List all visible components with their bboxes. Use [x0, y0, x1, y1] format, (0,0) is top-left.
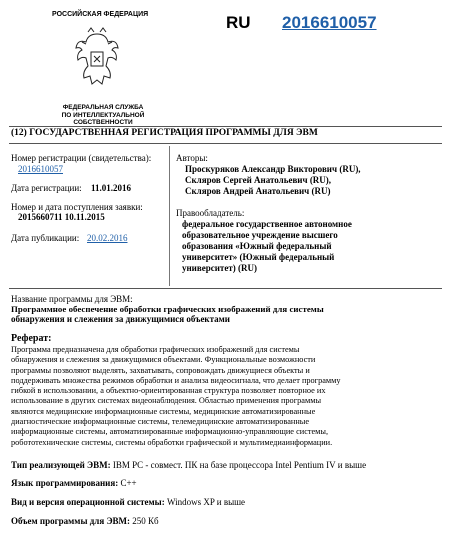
divider [9, 143, 442, 144]
abstract-line: гибкой в использовании, а объектно-ориентированная структура позволяет повторное их [11, 386, 326, 396]
holder-line-2: образовательное учреждение высшего [182, 230, 338, 240]
abstract-label: Реферат: [11, 333, 52, 344]
abstract-line: поддерживать множества режимов обработки и анализа видеосигнала, что делает программу [11, 375, 341, 385]
spec-language [11, 478, 137, 488]
program-name-label: Название программы для ЭВМ: [11, 294, 133, 304]
abstract-line: обнаружения и слежения за движущимися объектами. Функциональные возможности [11, 355, 316, 365]
abstract-body [11, 345, 441, 448]
abstract-line: Программа предназначена для обработки графических изображений для системы [11, 345, 300, 354]
abstract-line: диагностические информационные системы, телемедицинские автоматизированные [11, 417, 310, 427]
abstract-line: программы позволяют выделять, захватывать, сопровождать движущиеся объекты и [11, 365, 310, 375]
reg-date-value: 11.01.2016 [91, 183, 132, 193]
coat-of-arms-icon [74, 26, 120, 90]
application-label: Номер и дата поступления заявки: [11, 202, 143, 212]
abstract-line: являются медицинские информационные системы, медицинские автоматизированные [11, 406, 316, 416]
holder-line-1: федеральное государственное автономное [182, 219, 352, 229]
spec-os [11, 497, 245, 507]
divider [9, 288, 442, 289]
spec-value: 250 Кб [132, 516, 159, 526]
program-name-line-1: Программное обеспечение обработки графических изображений для системы [11, 304, 324, 314]
holder-label: Правообладатель: [176, 208, 245, 218]
holder-line-3: образования «Южный федеральный [182, 241, 332, 251]
publication-date-link[interactable]: 20.02.2016 [87, 233, 128, 243]
authors-label: Авторы: [176, 153, 208, 163]
reg-number-link[interactable]: 2016610057 [18, 164, 63, 174]
agency-line-1: ФЕДЕРАЛЬНАЯ СЛУЖБА [62, 104, 144, 111]
spec-label: Язык программирования: [11, 478, 119, 488]
author-2: Скляров Сергей Анатольевич (RU), [185, 175, 332, 185]
holder-line-4: университет» (Южный федеральный [182, 252, 335, 262]
publication-label: Дата публикации: [11, 233, 80, 243]
country-code: RU [226, 13, 251, 32]
spec-computer-type [11, 460, 366, 470]
application-value: 2015660711 10.11.2015 [18, 212, 105, 222]
abstract-line: робототехнические системы, системы обработки графической и мультимедиаинформации. [11, 437, 333, 447]
author-1: Проскуряков Александр Викторович (RU), [185, 164, 361, 174]
document-title: (12) ГОСУДАРСТВЕННАЯ РЕГИСТРАЦИЯ ПРОГРАММЫ ДЛЯ ЭВМ [11, 128, 318, 138]
agency-line-2: ПО ИНТЕЛЛЕКТУАЛЬНОЙ СОБСТВЕННОСТИ [61, 112, 145, 126]
reg-date-label: Дата регистрации: [11, 183, 82, 193]
spec-label: Объем программы для ЭВМ: [11, 516, 131, 526]
spec-size [11, 516, 159, 526]
holder-line-5: университет) (RU) [182, 263, 257, 273]
abstract-line: информационные системы, автоматизированные информационно-управляющие системы, [11, 427, 329, 437]
spec-value: IBM PC - совмест. ПК на базе процессора Intel Pentium IV и выше [112, 460, 367, 470]
reg-number-label: Номер регистрации (свидетельства): [11, 153, 152, 163]
program-name-line-2: обнаружения и слежения за движущимися объектами [11, 314, 230, 324]
header-reg-number[interactable]: 2016610057 [282, 13, 377, 32]
spec-value: Windows XP и выше [166, 497, 246, 507]
country-name: РОССИЙСКАЯ ФЕДЕРАЦИЯ [52, 11, 149, 18]
divider [9, 126, 442, 127]
column-divider [169, 146, 170, 286]
author-3: Скляров Андрей Анатольевич (RU) [185, 186, 331, 196]
spec-label: Вид и версия операционной системы: [11, 497, 165, 507]
spec-value: C++ [120, 478, 137, 488]
abstract-line: использование в других системах видеонаблюдения. Областью применения программы [11, 396, 322, 406]
spec-label: Тип реализующей ЭВМ: [11, 460, 111, 470]
